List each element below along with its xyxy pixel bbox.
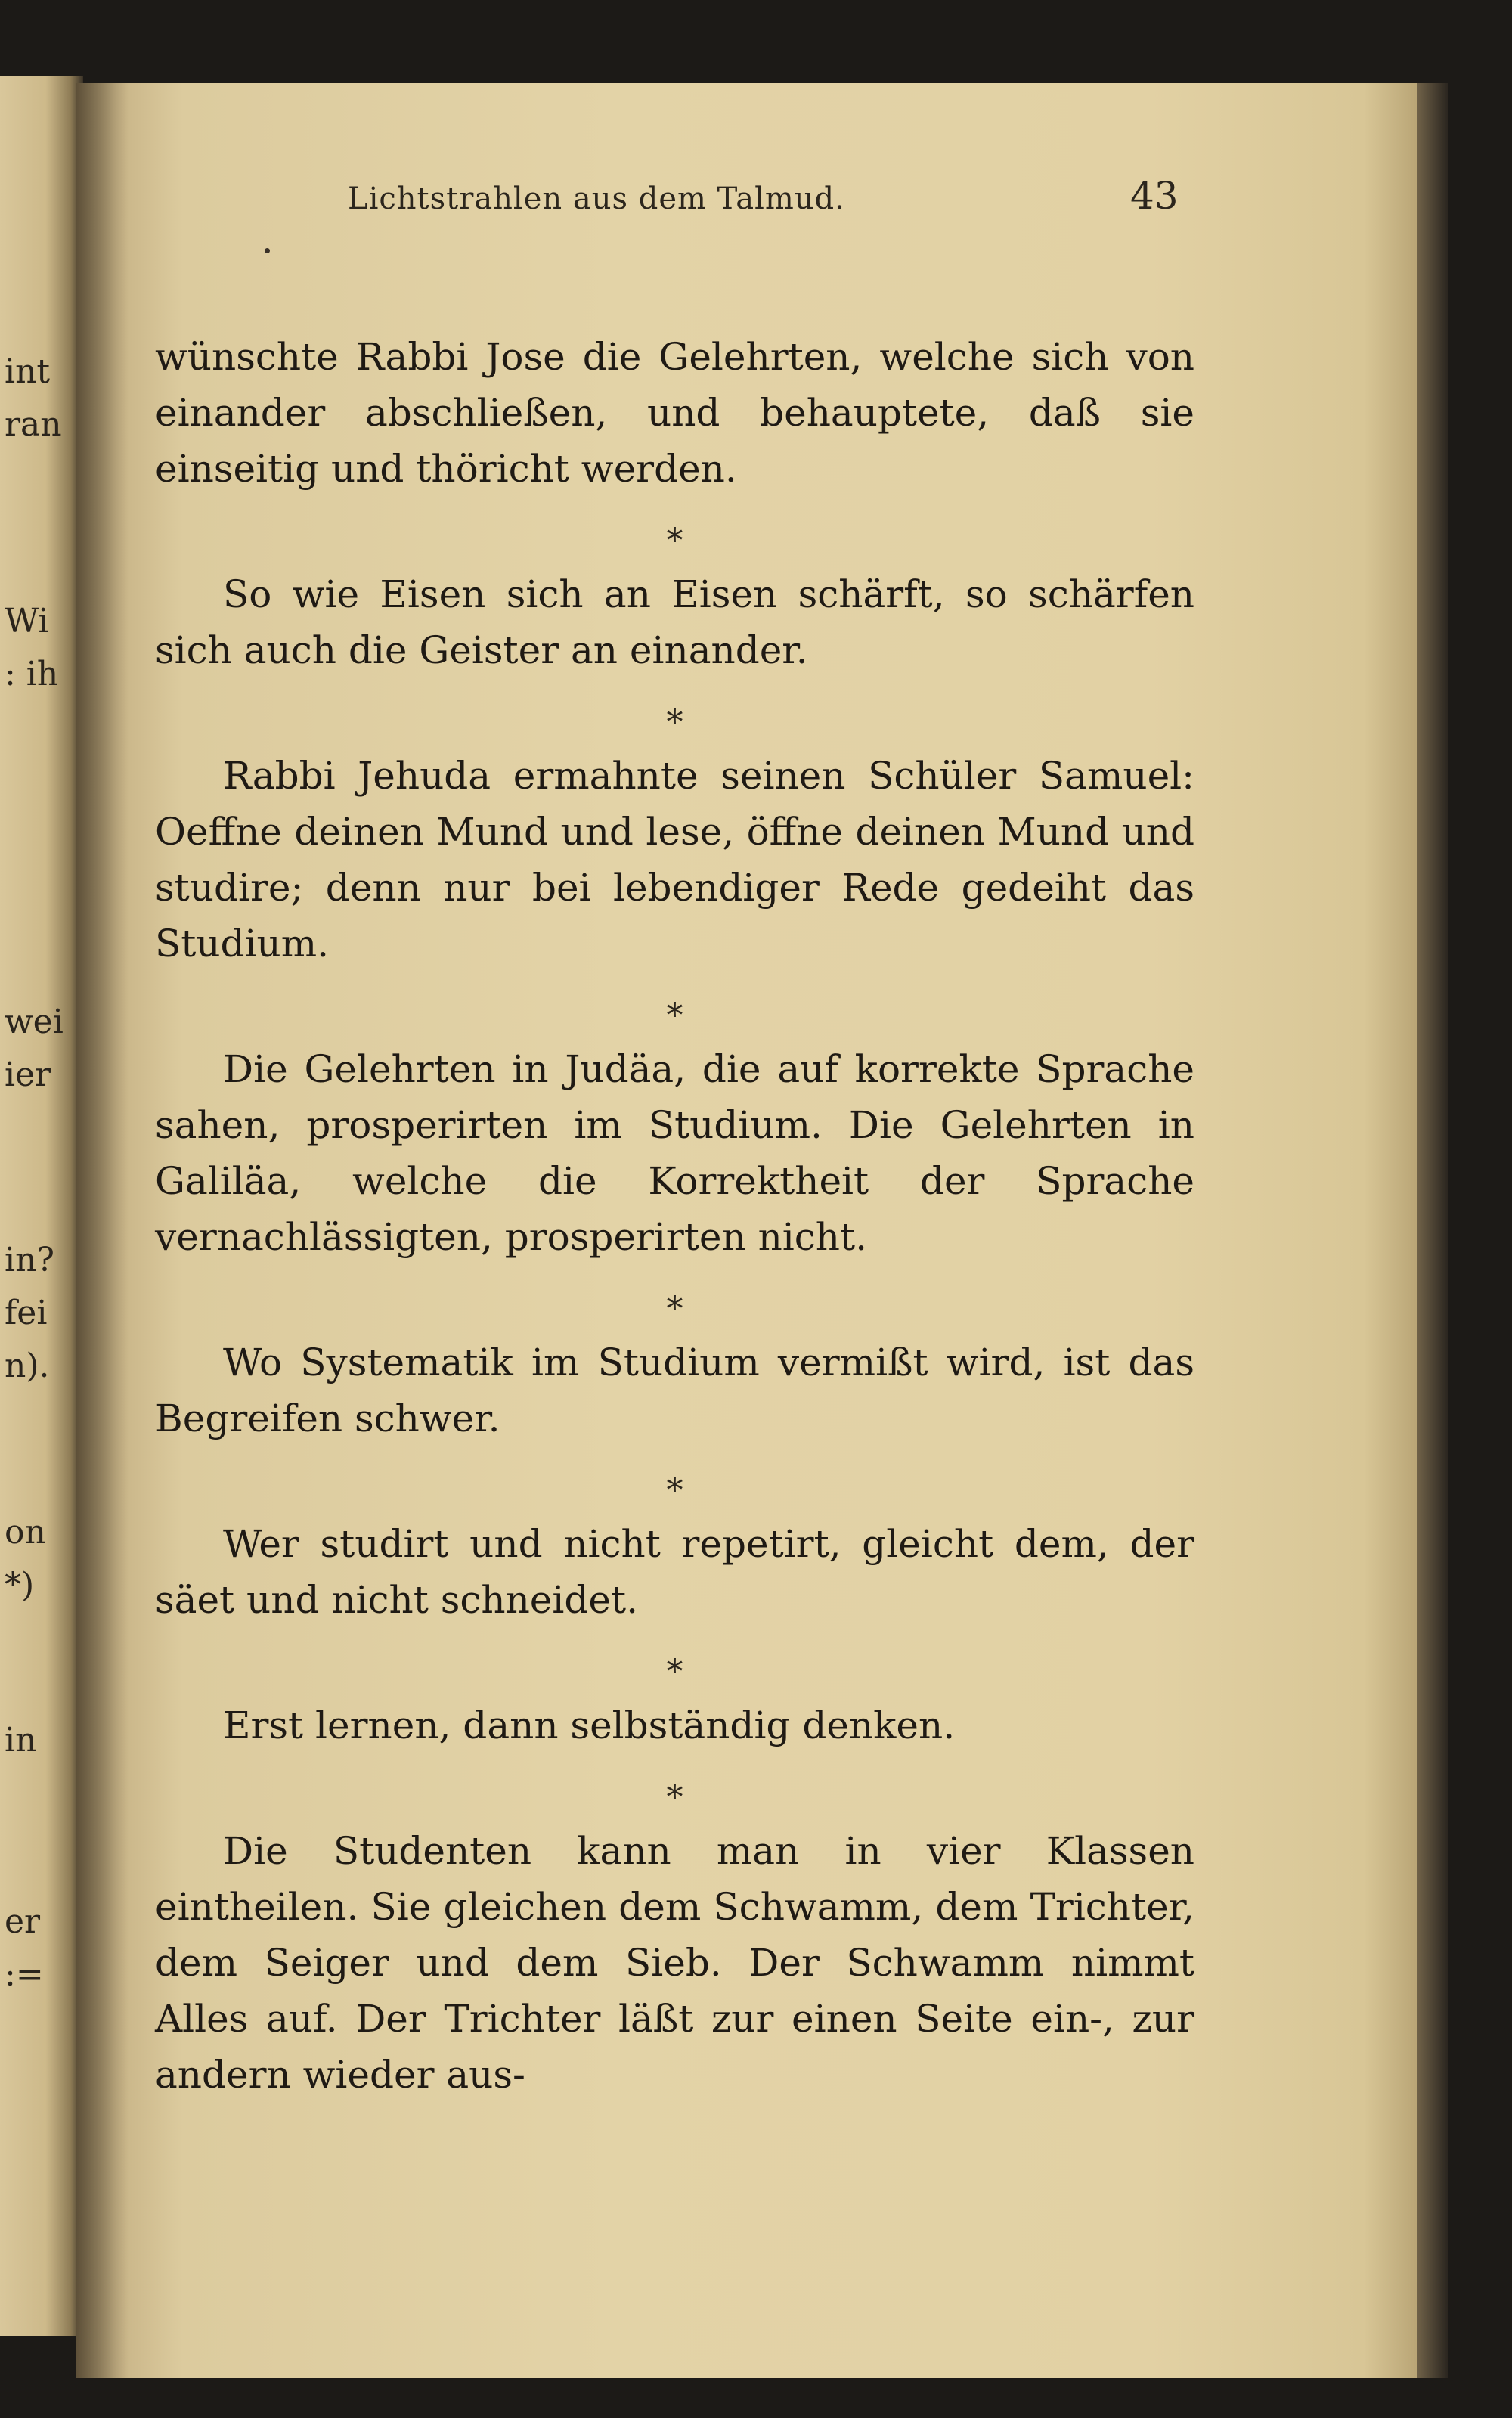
asterisk-separator: *: [666, 997, 683, 1035]
adjacent-page-fragment: er: [5, 1902, 41, 1941]
paragraph: Die Studenten kann man in vier Klassen eintheilen. Sie gleichen dem Schwamm, dem Trichter, dem Seiger und dem Sieb. Der Schwamm nimmt Alles auf. Der Trichter läßt zur einen Seite ein-, zur andern wieder aus-: [155, 1829, 1194, 2097]
paragraph: So wie Eisen sich an Eisen schärft, so schärfen sich auch die Geister an einander.: [155, 572, 1194, 672]
page-number: 43: [1130, 174, 1179, 218]
paragraph: Erst lernen, dann selbständig denken.: [223, 1703, 956, 1747]
asterisk-separator: *: [666, 1471, 683, 1510]
paragraph: Die Gelehrten in Judäa, die auf korrekte Sprache sahen, prosperirten im Studium. Die Gelehrten in Galiläa, welche die Korrektheit der Sprache vernachlässigten, prosperirten nicht.: [155, 1047, 1194, 1259]
adjacent-page-fragment: *): [5, 1566, 35, 1604]
running-title: Lichtstrahlen aus dem Talmud.: [348, 181, 845, 216]
paragraph: Rabbi Jehuda ermahnte seinen Schüler Samuel: Oeffne deinen Mund und lese, öffne deinen Mund und studire; denn nur bei lebendiger Rede gedeiht das Studium.: [155, 754, 1194, 966]
gutter-shadow: [76, 83, 129, 2378]
adjacent-page-fragment: ier: [5, 1056, 51, 1094]
adjacent-page-fragment: in?: [5, 1241, 54, 1279]
adjacent-page-fragment: : ih: [5, 655, 59, 693]
asterisk-separator: *: [666, 703, 683, 742]
paragraph: Wer studirt und nicht repetirt, gleicht dem, der säet und nicht schneidet.: [155, 1522, 1194, 1622]
asterisk-separator: *: [666, 1778, 683, 1817]
asterisk-separator: *: [666, 1290, 683, 1328]
ink-speck: [265, 248, 270, 253]
adjacent-page-edge: [0, 76, 83, 2336]
adjacent-page-fragment: Wi: [5, 602, 49, 640]
body-text: [155, 329, 1194, 2103]
adjacent-page-fragment: ran: [5, 405, 62, 444]
adjacent-page-fragment: fei: [5, 1294, 48, 1332]
running-head: [76, 174, 1418, 227]
asterisk-separator: *: [666, 522, 683, 560]
adjacent-page-fragment: in: [5, 1721, 37, 1759]
adjacent-page-fragment: int: [5, 352, 51, 391]
adjacent-page-fragment: on: [5, 1513, 46, 1552]
adjacent-page-fragment: wei: [5, 1003, 64, 1041]
paragraph: wünschte Rabbi Jose die Gelehrten, welche sich von einander abschließen, und behauptete, daß sie einseitig und thöricht werden.: [155, 335, 1194, 491]
paragraph: Wo Systematik im Studium vermißt wird, ist das Begreifen schwer.: [155, 1341, 1194, 1440]
adjacent-page-fragment: n).: [5, 1347, 50, 1385]
asterisk-separator: *: [666, 1653, 683, 1691]
adjacent-page-fragment: :=: [5, 1955, 44, 1994]
page-edge-shadow: [1418, 83, 1448, 2378]
